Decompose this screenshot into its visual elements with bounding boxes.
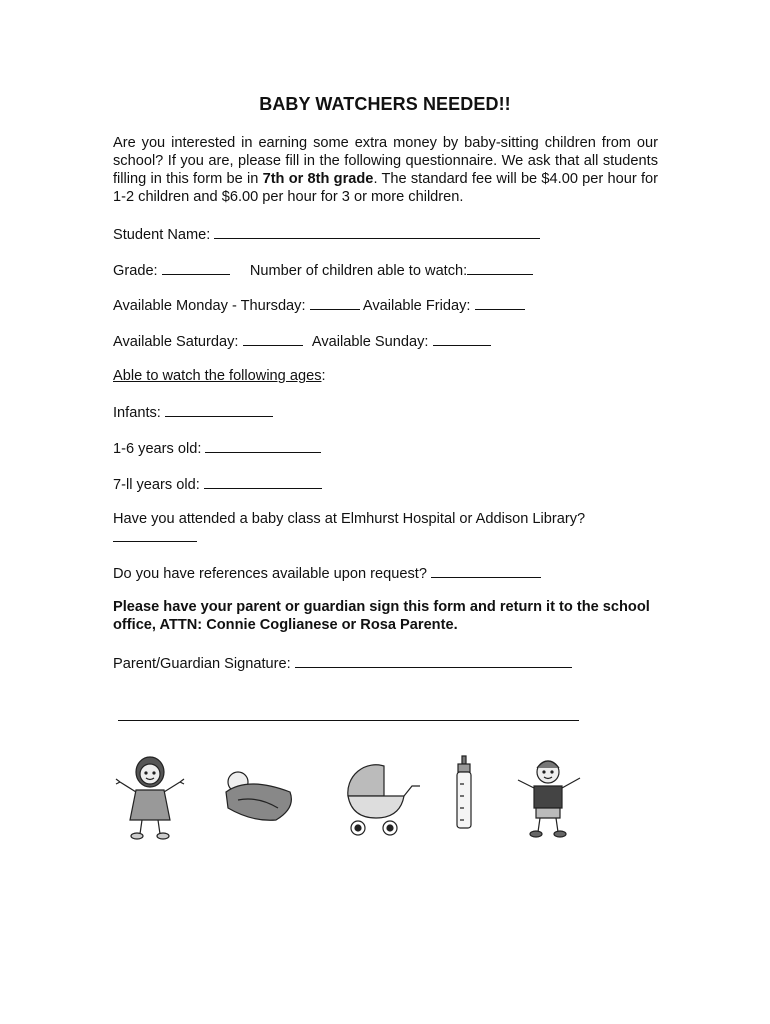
references-field[interactable] <box>431 563 541 578</box>
baby-class-answer-row <box>113 527 197 547</box>
weekday-availability-row <box>113 295 525 315</box>
girl-doll-icon <box>112 752 188 842</box>
avail-sun-field[interactable] <box>433 331 491 346</box>
num-children-label: Number of children able to watch: <box>249 263 468 279</box>
grade-field[interactable] <box>162 260 230 275</box>
baby-bottle-icon <box>450 752 478 842</box>
intro-text-2: . The standard fee will be $4.00 per hour for 1-2 children and $6.00 per hour for 3 or more children. <box>113 171 659 205</box>
avail-fri-label: Available Friday: <box>362 298 471 314</box>
ages-1-6-row <box>113 438 321 458</box>
grade-label: Grade: <box>113 263 158 279</box>
ages-1-6-label: 1-6 years old: <box>113 441 202 457</box>
boy-doll-icon <box>512 752 588 842</box>
baby-class-field[interactable] <box>113 527 197 542</box>
student-name-label: Student Name: <box>113 227 211 243</box>
signature-row <box>113 653 572 673</box>
avail-mon-thu-field[interactable] <box>310 295 360 310</box>
ages-heading: Able to watch the following ages <box>113 368 322 384</box>
grade-row <box>113 260 533 280</box>
avail-mon-thu-label: Available Monday - Thursday: <box>113 298 306 314</box>
avail-sun-label: Available Sunday: <box>311 334 429 350</box>
avail-sat-label: Available Saturday: <box>113 334 239 350</box>
infants-row <box>113 402 273 422</box>
infants-label: Infants: <box>113 405 161 421</box>
intro-text-1: Are you interested in earning some extra money by baby-sitting children from our school? If you are, please fill in the following questionnaire. We ask that all students filling in this form be in <box>113 135 658 187</box>
intro-paragraph <box>113 134 658 206</box>
page-title: BABY WATCHERS NEEDED!! <box>259 94 511 114</box>
baby-class-label: Have you attended a baby class at Elmhurst Hospital or Addison Library? <box>113 511 586 527</box>
signature-field[interactable] <box>295 653 572 668</box>
num-children-field[interactable] <box>467 260 533 275</box>
intro-grade-bold: 7th or 8th grade <box>262 171 374 187</box>
ages-7-11-row <box>113 474 322 494</box>
baby-class-row <box>113 510 585 528</box>
avail-sat-field[interactable] <box>243 331 303 346</box>
references-label: Do you have references available upon request? <box>113 566 427 582</box>
swaddled-baby-icon <box>218 752 300 842</box>
signature-label: Parent/Guardian Signature: <box>113 656 291 672</box>
baby-carriage-icon <box>338 752 424 842</box>
weekend-availability-row <box>113 331 491 351</box>
avail-fri-field[interactable] <box>475 295 525 310</box>
references-row <box>113 563 541 583</box>
ages-7-11-field[interactable] <box>204 474 322 489</box>
student-name-field[interactable] <box>214 224 540 239</box>
student-name-row <box>113 224 540 244</box>
ages-heading-row <box>113 367 326 385</box>
ages-7-11-label: 7-ll years old: <box>113 477 200 493</box>
second-signature-line[interactable] <box>118 720 579 721</box>
return-instructions: Please have your parent or guardian sign this form and return it to the school office, ATTN: Connie Coglianese or Rosa Parente. <box>113 599 650 633</box>
ages-heading-colon: : <box>321 368 326 384</box>
ages-1-6-field[interactable] <box>205 438 321 453</box>
infants-field[interactable] <box>165 402 273 417</box>
